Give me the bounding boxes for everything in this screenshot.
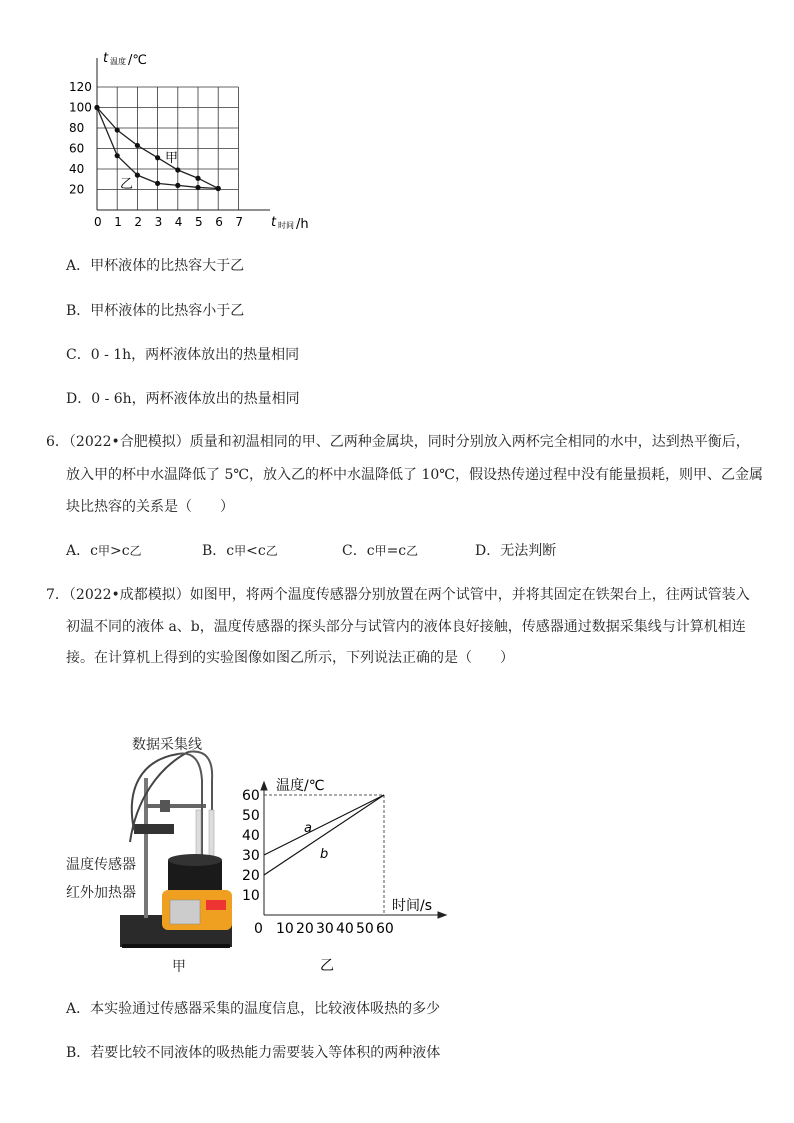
cooling-graph-grid [97,87,238,210]
data-point [155,181,160,186]
y-axis-label: 温度/℃ [276,778,325,794]
y-tick-label: 40 [242,828,260,844]
apparatus-label-sensor: 温度传感器 [66,854,136,874]
q7-stem-line1: 7．（2022•成都模拟）如图甲，将两个温度传感器分别放置在两个试管中，并将其固定在铁架台上，往两试管装入 [46,587,750,603]
data-point [115,153,120,158]
y-tick-label: 80 [69,121,85,135]
x-axis-label-unit: /h [296,217,309,232]
q7-option-a: A．本实验通过传感器采集的温度信息，比较液体吸热的多少 [66,1001,441,1017]
y-axis-arrow [261,782,267,790]
x-tick-label: 2 [134,215,143,229]
q6-stem-line2: 放入甲的杯中水温降低了 5℃，放入乙的杯中水温降低了 10℃，假设热传递过程中没有能量损耗，则甲、乙金属 [66,467,763,483]
x-axis-label-sub: 时间 [278,221,294,230]
y-tick-label: 120 [69,80,92,94]
temperature-graph [240,770,450,980]
data-point [175,167,180,172]
data-point [195,176,200,181]
y-tick-label: 10 [242,888,260,904]
q6-option-c: C．c甲=c乙 [342,543,419,559]
temperature-graph-lines [264,795,384,875]
apparatus-illustration [60,750,250,955]
line-label-b: b [320,847,329,862]
x-tick-label: 50 [356,921,374,937]
q5-option-c: C．0 - 1h，两杯液体放出的热量相同 [66,347,300,363]
apparatus-label-heater: 红外加热器 [66,882,136,902]
series-label-yi: 乙 [120,177,134,192]
q5-option-a: A．甲杯液体的比热容大于乙 [66,258,245,274]
y-tick-label: 30 [242,848,260,864]
q6-stem-line3: 块比热容的关系是（ ） [66,499,234,515]
y-tick-label: 50 [242,808,260,824]
data-point [175,183,180,188]
data-point [155,155,160,160]
data-point [94,105,99,110]
y-axis-label-t: t [103,51,109,66]
data-point [135,173,140,178]
x-tick-label: 7 [235,215,244,229]
x-tick-label: 3 [154,215,163,229]
line-label-a: a [304,821,312,836]
q7-stem-line2: 初温不同的液体 a、b，温度传感器的探头部分与试管内的液体良好接触，传感器通过数据采集线与计算机相连 [66,619,746,635]
x-tick-label: 40 [336,921,354,937]
x-tick-label: 6 [215,215,223,229]
graph-caption: 乙 [320,958,334,974]
x-tick-label: 0 [94,215,102,229]
y-axis-label-sub: 温度 [110,57,126,66]
x-tick-label: 5 [195,215,203,229]
q7-option-b: B．若要比较不同液体的吸热能力需要装入等体积的两种液体 [66,1045,441,1061]
q7-stem-line3: 接。在计算机上得到的实验图像如图乙所示，下列说法正确的是（ ） [66,650,514,666]
cooling-graph [0,0,340,240]
x-axis-label: 时间/s [392,898,433,914]
x-tick-label: 60 [376,921,394,937]
x-tick-label: 0 [254,921,263,937]
y-axis-label-unit: /℃ [128,53,147,68]
q5-option-b: B．甲杯液体的比热容小于乙 [66,303,245,319]
x-tick-label: 10 [276,921,294,937]
q5-option-d: D．0 - 6h，两杯液体放出的热量相同 [66,391,300,407]
q6-option-a: A．c甲>c乙 [66,543,142,559]
y-tick-label: 40 [69,162,85,176]
q6-option-d: D．无法判断 [475,543,557,559]
x-tick-label: 1 [114,215,122,229]
q6-option-b: B．c甲<c乙 [202,543,278,559]
series-label-jia: 甲 [165,151,179,166]
data-point [115,127,120,132]
x-tick-label: 20 [296,921,314,937]
y-tick-label: 60 [69,141,85,156]
x-tick-label: 4 [174,215,183,229]
y-tick-label: 20 [242,868,260,884]
x-tick-label: 30 [316,921,334,937]
q6-stem-line1: 6．（2022•合肥模拟）质量和初温相同的甲、乙两种金属块，同时分别放入两杯完全相同的水中，达到热平衡后， [46,434,750,450]
data-point [216,186,221,191]
data-point [195,185,200,190]
apparatus-caption: 甲 [172,959,186,975]
y-tick-label: 100 [69,100,92,115]
series-line-a [264,795,384,855]
x-axis-label-t: t [271,215,277,230]
apparatus-label-data-line: 数据采集线 [132,737,202,753]
series-line-b [264,795,384,875]
x-axis-arrow [438,912,446,918]
data-point [135,143,140,148]
y-tick-label: 60 [242,788,260,804]
y-tick-label: 20 [69,182,85,197]
